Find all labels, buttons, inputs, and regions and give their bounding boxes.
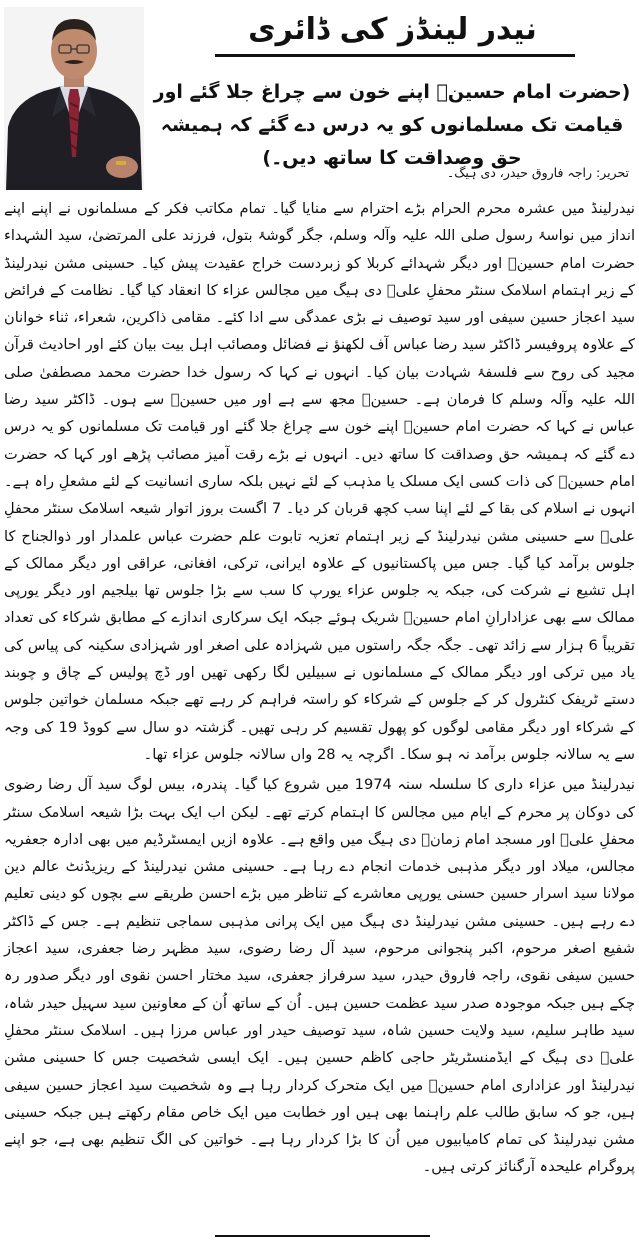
page-title: نیدر لینڈز کی ڈائری xyxy=(248,12,537,47)
article-paragraph-1: نیدرلینڈ میں عشرہ محرم الحرام بڑے احترام سے منایا گیا۔ تمام مکاتب فکر کے مسلمانوں نے اپنے اپنے انداز میں نواسۂ رسول صلی اللہ علیہ وآلہ وسلم، جگر گوشۂ بتول، فرزند علی المرتضیٰ، سید الشہداء حضرت امام حسینؑ اور دیگر شہدائے کربلا کو زبردست خراج عقیدت پیش کیا۔ حسینی مشن نیدرلینڈ کے زیر اہتمام اسلامک سنٹر محفلِ علیؑ دی ہیگ میں مجالس عزاء کا انعقاد کیا گیا۔ نظامت کے فرائض سید اعجاز حسین سیفی اور سید توصیف نے بڑی عمدگی سے ادا کئے۔ مقامی ذاکرین، شعراء، ثناء خوانان کے علاوہ پروفیسر ڈاکٹر سید رضا عباس آف لکھنؤ نے فضائل ومصائب اہل بیت بیان کئے اور احادیث قرآن مجید کی روح سے فلسفۂ شہادت بیان کیا۔ انہوں نے کہا کہ رسول خدا حضرت محمد مصطفیٰ صلی اللہ علیہ وآلہ وسلم کا فرمان ہے۔ حسینؑ مجھ سے ہے اور میں حسینؑ سے ہوں۔ ڈاکٹر سید رضا عباس نے کہا کہ حضرت امام حسینؑ اپنے خون سے چراغ جلا گئے اور قیامت تک مسلمانوں کو یہ درس دے گئے کہ ہمیشہ حق وصداقت کا ساتھ دیں۔ انہوں نے بڑے رقت آمیز مصائب پڑھے اور کہا کہ حضرت امام حسینؑ کی ذات کسی ایک مسلک یا مذہب کے لئے نہیں بلکہ ساری انسانیت کے لئے مشعلِ راہ ہے۔ انہوں نے اسلام کی بقا کے لئے اپنا سب کچھ قربان کر دیا۔ 7 اگست بروز اتوار شیعہ اسلامک سنٹر محفلِ علیؑ سے حسینی مشن نیدرلینڈ کے زیر اہتمام تعزیہ تابوت علم حضرت عباس علمدار اور ذوالجناح کا جلوس برآمد کیا گیا۔ جس میں پاکستانیوں کے علاوہ ایرانی، ترکی، افغانی، عراقی اور دیگر ممالک کے اہل تشیع نے شرکت کی، جبکہ یہ جلوس عزاء یورپ کا سب سے بڑا جلوس تھا بیلجیم اور دیگر یورپی ممالک سے بھی عزادارانِ امام حسینؑ شریک ہوئے جبکہ ایک سرکاری اندازے کے مطابق شرکاء کی تعداد تقریباً 6 ہزار سے زائد تھی۔ جگہ جگہ راستوں میں شہزادہ علی اصغر اور شہزادی سکینہ کی پیاس کی یاد میں ترکی اور دیگر ممالک کے مسلمانوں نے سبیلیں لگا رکھی تھیں اور ڈچ پولیس کے چاق و چوبند دستے ٹریفک کنٹرول کر کے جلوس کے شرکاء کو راستہ فراہم کر رہے تھے جبکہ مسلمان خواتین جلوس کے شرکاء اور دیگر مقامی لوگوں کو پھول تقسیم کر رہی تھیں۔ گزشتہ دو سال سے کووڈ 19 کی وجہ سے یہ سالانہ جلوس برآمد نہ ہو سکا۔ اگرچہ یہ 28 واں سالانہ جلوس عزاء تھا۔ xyxy=(4,200,635,763)
article-paragraph-2: نیدرلینڈ میں عزاء داری کا سلسلہ سنہ 1974 میں شروع کیا گیا۔ پندرہ، بیس لوگ سید آل رضا رضوی کی دوکان پر محرم کے ایام میں مجالس کا اہتمام کرتے تھے۔ لیکن اب ایک بہت بڑا شیعہ اسلامک سنٹر محفلِ علیؑ اور مسجد امام زمانؑ دی ہیگ میں واقع ہے۔ علاوہ ازیں ایمسٹرڈیم میں بھی ادارہ جعفریہ مجالس، میلاد اور دیگر مذہبی خدمات انجام دے رہا ہے۔ حسینی مشن نیدرلینڈ کے ریزیڈنٹ عالم دین مولانا سید اسرار حسین حسنی یورپی معاشرے کے تناظر میں بڑے احسن طریقے سے بچوں کو دینی تعلیم دے رہے ہیں۔ حسینی مشن نیدرلینڈ دی ہیگ میں ایک پرانی مذہبی سماجی تنظیم ہے۔ جس کے ڈاکٹر شفیع اصغر مرحوم، اکبر پنجوانی مرحوم، سید آل رضا رضوی، سید مظہر رضا جعفری، سید اعجاز حسین سیفی نقوی، راجہ فاروق حیدر، سید سرفراز جعفری، سید مختار احسن نقوی اور دیگر صدور رہ چکے ہیں جبکہ موجودہ صدر سید عظمت حسین ہیں۔ اُن کے ساتھ اُن کے معاونین سید سہیل حیدر شاہ، سید طاہر سلیم، سید ولایت حسین شاہ، سید توصیف حیدر اور عباس مرزا ہیں۔ اسلامک سنٹر محفلِ علیؑ دی ہیگ کے ایڈمنسٹریٹر حاجی کاظم حسین ہیں۔ ایک ایسی شخصیت جس کا حسینی مشن نیدرلینڈ اور عزاداری امام حسینؑ میں ایک متحرک کردار رہا ہے وہ شخصیت سید اعجاز حسین سیفی ہیں، جو کہ سابق طالب علم راہنما بھی ہیں اور خطابت میں ایک خاص مقام رکھتے ہیں جبکہ حسینی مشن نیدرلینڈ کی تمام کامیابیوں میں اُن کا بڑا کردار رہا ہے۔ خواتین کی الگ تنظیم بھی ہے، جو اپنے پروگرام علیحدہ آرگنائز کرتی ہیں۔ xyxy=(4,776,635,1176)
author-portrait-image xyxy=(4,7,144,190)
author-byline: تحریر: راجہ فاروق حیدر، دی ہیگ۔ xyxy=(446,165,629,180)
article-body xyxy=(4,195,635,1184)
article-header xyxy=(0,0,639,196)
title-underline xyxy=(215,54,575,57)
author-photo xyxy=(4,7,144,190)
end-divider xyxy=(215,1235,430,1237)
article-subtitle: (حضرت امام حسینؑ اپنے خون سے چراغ جلا گئے اور قیامت تک مسلمانوں کو یہ درس دے گئے کہ ہمیشہ حق وصداقت کا ساتھ دیں۔) xyxy=(153,81,631,169)
